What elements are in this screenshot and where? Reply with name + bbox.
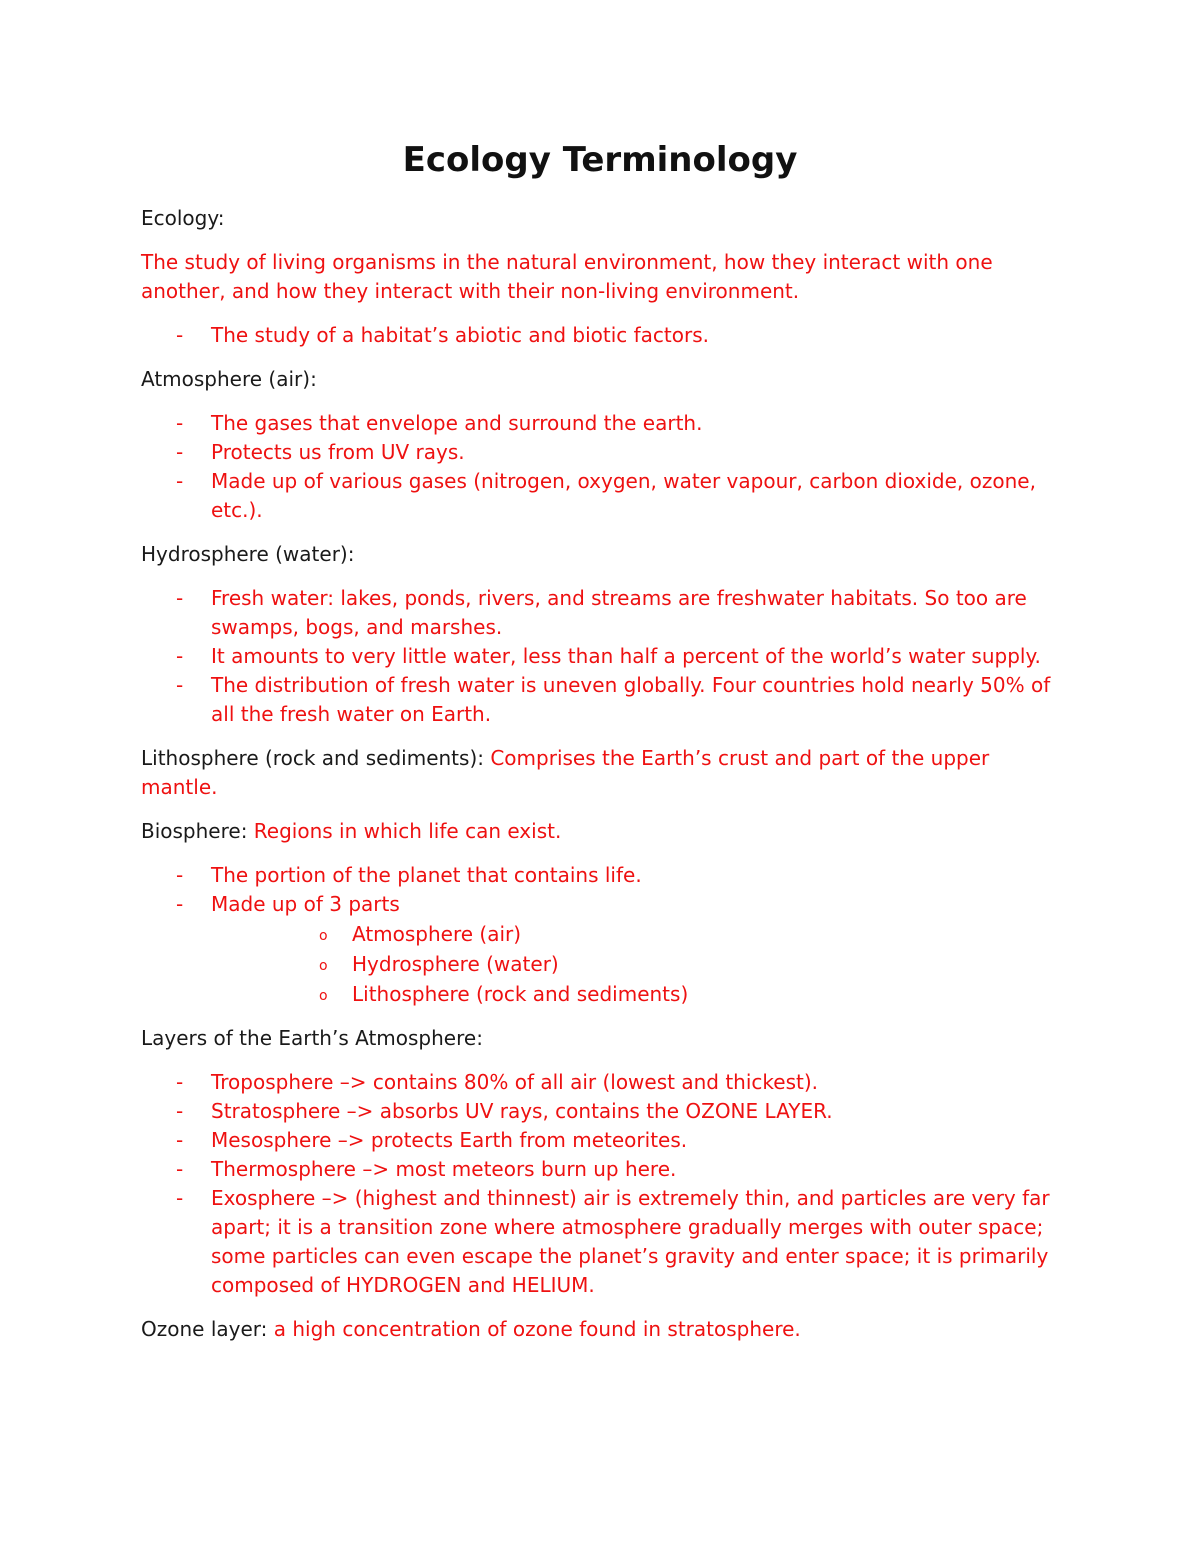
list-item [141, 890, 1071, 1009]
lithosphere-definition: Comprises the Earth’s crust and part of the upper mantle. [141, 746, 990, 799]
hydrosphere-label: Hydrosphere (water): [141, 542, 355, 566]
list-item: - The distribution of fresh water is uneven globally. Four countries hold nearly 50% of all the fresh water on Earth. [141, 671, 1071, 729]
sub-list-item: o Hydrosphere (water) [211, 949, 1071, 979]
list-item: - Exosphere –> (highest and thinnest) air is extremely thin, and particles are very far apart; it is a transition zone where atmosphere gradually merges with outer space; some particles can even escape the planet’s gravity and enter space; it is primarily composed of HYDROGEN and HELIUM. [141, 1184, 1071, 1300]
list-item: - It amounts to very little water, less than half a percent of the world’s water supply. [141, 642, 1071, 671]
list-item: - Stratosphere –> absorbs UV rays, contains the OZONE LAYER. [141, 1097, 1071, 1126]
sub-list-item: o Atmosphere (air) [211, 919, 1071, 949]
ozone-paragraph [141, 1315, 1071, 1344]
list-item: - The gases that envelope and surround the earth. [141, 409, 1071, 438]
list-item: - Protects us from UV rays. [141, 438, 1071, 467]
list-item: - Fresh water: lakes, ponds, rivers, and streams are freshwater habitats. So too are swamps, bogs, and marshes. [141, 584, 1071, 642]
ecology-bullet-list [141, 321, 1071, 350]
biosphere-label: Biosphere: [141, 819, 248, 843]
atmosphere-label: Atmosphere (air): [141, 367, 317, 391]
lithosphere-paragraph [141, 744, 1071, 802]
hydrosphere-bullet-list [141, 584, 1071, 729]
layers-bullet-list [141, 1068, 1071, 1300]
sub-list-item: o Lithosphere (rock and sediments) [211, 979, 1071, 1009]
ecology-label: Ecology: [141, 206, 225, 230]
biosphere-parts-list [211, 919, 1071, 1009]
list-item-text: Made up of 3 parts [211, 892, 400, 916]
list-item: - Mesosphere –> protects Earth from meteorites. [141, 1126, 1071, 1155]
lithosphere-label: Lithosphere (rock and sediments): [141, 746, 484, 770]
ozone-definition: a high concentration of ozone found in stratosphere. [273, 1317, 801, 1341]
ozone-label: Ozone layer: [141, 1317, 268, 1341]
list-item: - The portion of the planet that contains life. [141, 861, 1071, 890]
biosphere-definition: Regions in which life can exist. [253, 819, 562, 843]
list-item: - The study of a habitat’s abiotic and biotic factors. [141, 321, 1071, 350]
list-item: - Thermosphere –> most meteors burn up here. [141, 1155, 1071, 1184]
page-title: Ecology Terminology [402, 140, 798, 180]
list-item: - Made up of various gases (nitrogen, oxygen, water vapour, carbon dioxide, ozone, etc.). [141, 467, 1071, 525]
biosphere-paragraph [141, 817, 1071, 846]
layers-label: Layers of the Earth’s Atmosphere: [141, 1026, 483, 1050]
document-body [141, 204, 1071, 1344]
ecology-definition: The study of living organisms in the natural environment, how they interact with one another, and how they interact with their non-living environment. [141, 250, 993, 303]
atmosphere-bullet-list [141, 409, 1071, 525]
biosphere-bullet-list [141, 861, 1071, 1009]
list-item: - Troposphere –> contains 80% of all air (lowest and thickest). [141, 1068, 1071, 1097]
